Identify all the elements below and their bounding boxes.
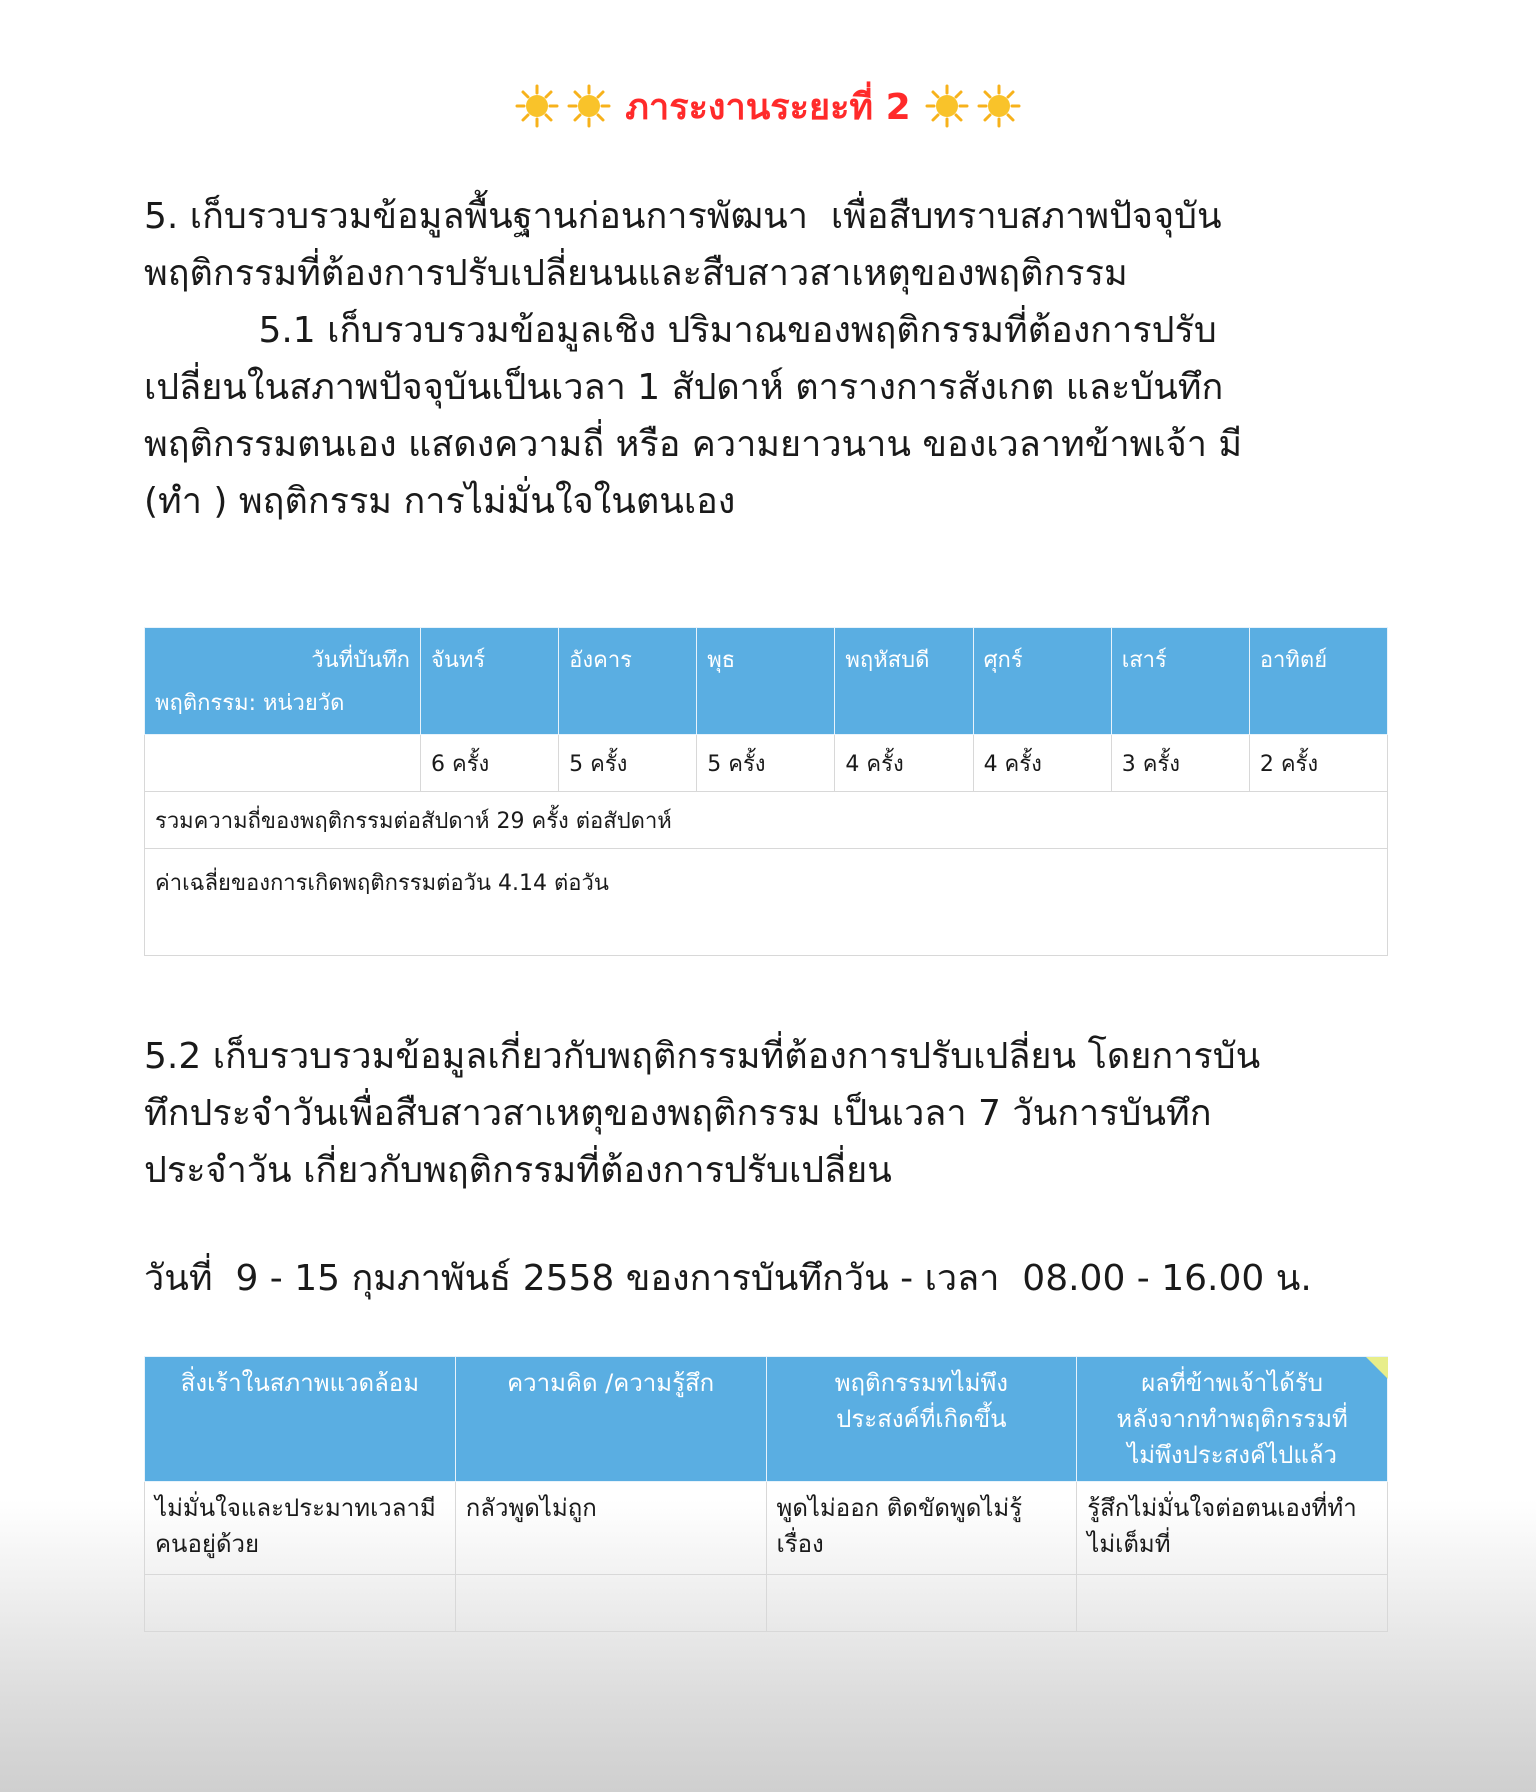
day-header: อังคาร bbox=[559, 628, 697, 735]
empty-cell bbox=[766, 1575, 1077, 1632]
diary-cell: รู้สึกไม่มั่นใจต่อตนเองที่ทำ ไม่เต็มที่ bbox=[1077, 1482, 1388, 1575]
diary-cell: ไม่มั่นใจและประมาทเวลามี คนอยู่ด้วย bbox=[145, 1482, 456, 1575]
table-row bbox=[145, 792, 1388, 849]
day-header: จันทร์ bbox=[421, 628, 559, 735]
day-header: เสาร์ bbox=[1111, 628, 1249, 735]
sun-icon bbox=[515, 84, 559, 128]
comment-marker bbox=[1366, 1357, 1388, 1379]
section-5-2-paragraph: 5.2 เก็บรวบรวมข้อมูลเกี่ยวกับพฤติกรรมที่ต้องการปรับเปลี่ยน โดยการบัน ทึกประจำวันเพื่อสืบสาวสาเหตุของพฤติกรรม เป็นเวลา 7 วันการบันทึก ประจำวัน เกี่ยวกับพฤติกรรมที่ต้องการปรับเปลี่ยน bbox=[144, 1036, 1261, 1191]
count-cell: 5 ครั้ง bbox=[697, 735, 835, 792]
empty-cell bbox=[145, 735, 421, 792]
count-cell: 5 ครั้ง bbox=[559, 735, 697, 792]
weekly-total: รวมความถี่ของพฤติกรรมต่อสัปดาห์ 29 ครั้ง ต่อสัปดาห์ bbox=[145, 792, 1388, 849]
empty-cell bbox=[145, 1575, 456, 1632]
observation-header-row bbox=[145, 628, 1388, 735]
observation-table bbox=[144, 627, 1388, 956]
day-header: พุธ bbox=[697, 628, 835, 735]
count-cell: 3 ครั้ง bbox=[1111, 735, 1249, 792]
page-title-row bbox=[0, 78, 1536, 134]
day-header: อาทิตย์ bbox=[1249, 628, 1387, 735]
diary-header: สิ่งเร้าในสภาพแวดล้อม bbox=[145, 1357, 456, 1482]
table-row bbox=[145, 1575, 1388, 1632]
sun-icon bbox=[925, 84, 969, 128]
page-title: ภาระงานระยะที่ 2 bbox=[625, 86, 911, 128]
day-header: ศุกร์ bbox=[973, 628, 1111, 735]
day-header: พฤหัสบดี bbox=[835, 628, 973, 735]
count-cell: 4 ครั้ง bbox=[835, 735, 973, 792]
diary-cell: กลัวพูดไม่ถูก bbox=[455, 1482, 766, 1575]
diary-cell: พูดไม่ออก ติดขัดพูดไม่รู้ เรื่อง bbox=[766, 1482, 1077, 1575]
table-row bbox=[145, 735, 1388, 792]
count-cell: 4 ครั้ง bbox=[973, 735, 1111, 792]
diary-table bbox=[144, 1356, 1388, 1632]
date-line: วันที่ 9 - 15 กุมภาพันธ์ 2558 ของการบันทึกวัน - เวลา 08.00 - 16.00 น. bbox=[144, 1258, 1312, 1299]
table-row bbox=[145, 849, 1388, 956]
observation-header-label: วันที่บันทึก พฤติกรรม: หน่วยวัด bbox=[145, 628, 421, 735]
daily-average: ค่าเฉลี่ยของการเกิดพฤติกรรมต่อวัน 4.14 ต่อวัน bbox=[145, 849, 1388, 956]
empty-cell bbox=[1077, 1575, 1388, 1632]
section-5-paragraph: 5. เก็บรวบรวมข้อมูลพื้นฐานก่อนการพัฒนา เพื่อสืบทราบสภาพปัจจุบัน พฤติกรรมที่ต้องการปรับเปลี่ยนนและสืบสาวสาเหตุของพฤติกรรม 5.1 เก็บรวบรวมข้อมูลเชิง ปริมาณของพฤติกรรมที่ต้องการปรับ เปลี่ยนในสภาพปัจจุบันเป็นเวลา 1 สัปดาห์ ตารางการสังเกต และบันทึก พฤติกรรมตนเอง แสดงความถี่ หรือ ความยาวนาน ของเวลาทข้าพเจ้า มี (ทำ ) พฤติกรรม การไม่มั่นใจในตนเอง bbox=[144, 196, 1243, 522]
count-cell: 2 ครั้ง bbox=[1249, 735, 1387, 792]
diary-header-row bbox=[145, 1357, 1388, 1482]
diary-header: พฤติกรรมทไม่พึง ประสงค์ที่เกิดขึ้น bbox=[766, 1357, 1077, 1482]
diary-header: ผลที่ข้าพเจ้าได้รับ หลังจากทำพฤติกรรมที่ ไม่พึงประสงค์ไปแล้ว bbox=[1077, 1357, 1388, 1482]
table-row bbox=[145, 1482, 1388, 1575]
sun-icon bbox=[567, 84, 611, 128]
sun-icon bbox=[977, 84, 1021, 128]
empty-cell bbox=[455, 1575, 766, 1632]
count-cell: 6 ครั้ง bbox=[421, 735, 559, 792]
diary-header: ความคิด /ความรู้สึก bbox=[455, 1357, 766, 1482]
